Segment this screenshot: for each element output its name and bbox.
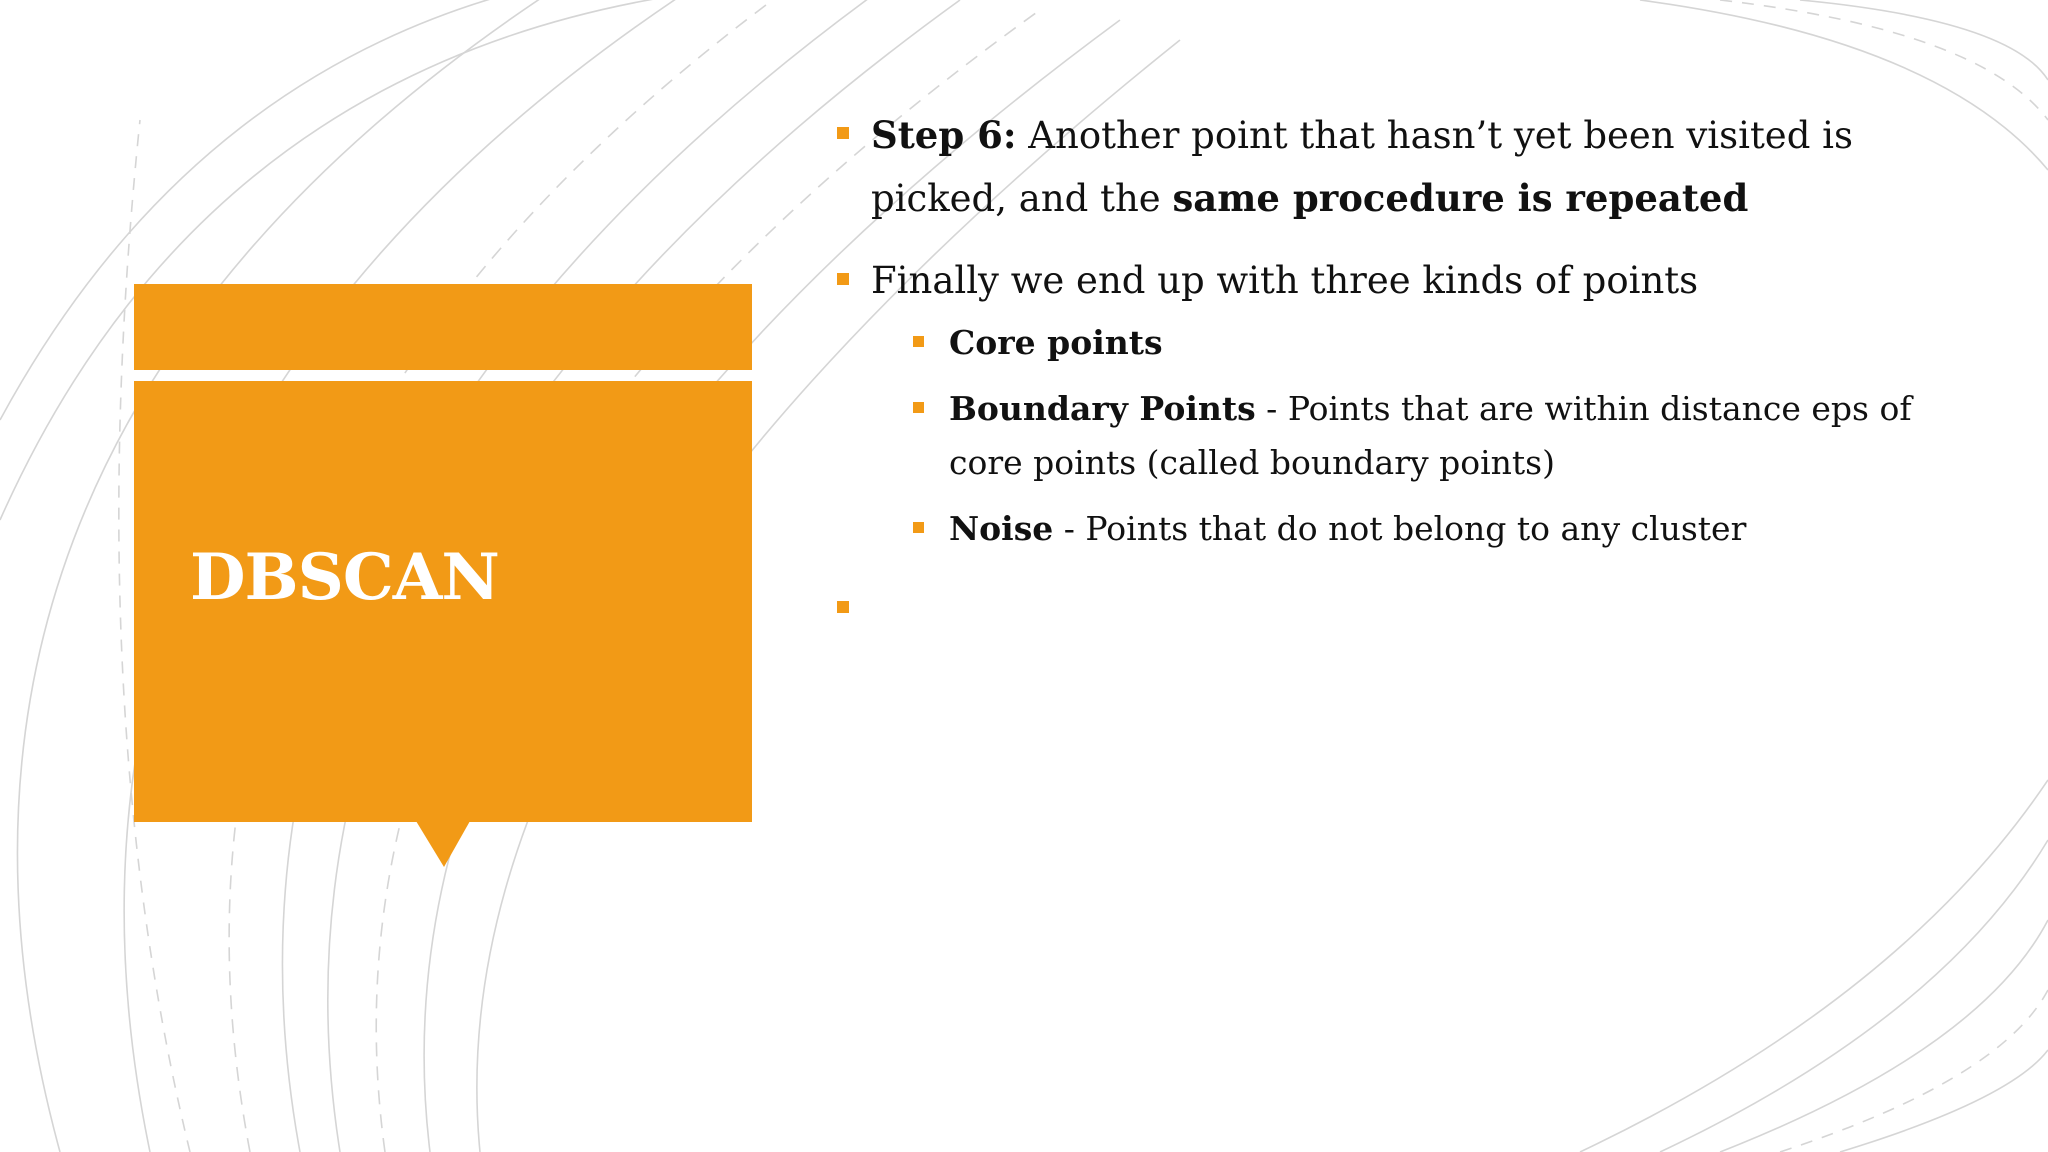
title-accent-band [134, 284, 752, 370]
bullet-three-kinds [836, 250, 1946, 312]
sub-bullet-marker [913, 522, 924, 533]
bullet-empty [836, 578, 1946, 640]
bullet-marker [837, 127, 849, 139]
sub-bullet-marker [913, 402, 924, 413]
bullet-step-6-label: Step 6: [871, 113, 1017, 157]
sub-bullet-noise-text: - Points that do not belong to any cluster [1053, 509, 1747, 548]
sub-bullet-boundary-points-text: - Points that are within distance eps of core points (called boundary points) [949, 389, 1912, 482]
bullet-step-6-emphasis: same procedure is repeated [1172, 176, 1749, 220]
title-box [134, 381, 752, 822]
bullet-step-6-text: Another point that hasn’t yet been visited is picked, and the [871, 114, 1853, 220]
sub-bullet-noise-label: Noise [949, 509, 1054, 548]
sub-bullet-core-points [949, 316, 1949, 370]
sub-bullet-core-points-label: Core points [949, 323, 1163, 362]
sub-bullet-boundary-points-label: Boundary Points [949, 389, 1256, 428]
bullet-marker [837, 273, 849, 285]
sub-bullet-boundary-points [949, 382, 1949, 490]
bullet-step-6 [836, 104, 1946, 230]
sub-bullet-noise [949, 502, 1949, 556]
bullet-three-kinds-text: Finally we end up with three kinds of points [871, 259, 1699, 302]
bullet-marker [837, 601, 849, 613]
content-area [836, 104, 1946, 660]
sub-bullet-marker [913, 336, 924, 347]
slide-title: DBSCAN [190, 540, 499, 615]
